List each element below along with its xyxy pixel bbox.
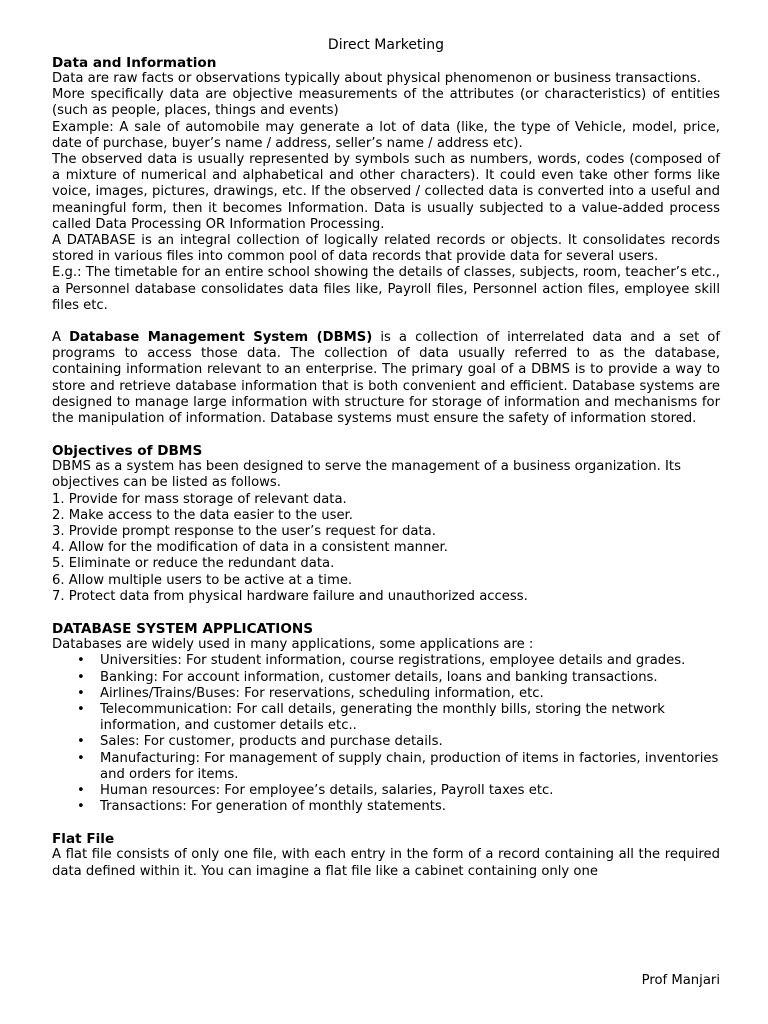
objectives-intro-line2: objectives can be listed as follows. [52,475,281,491]
paragraph-database-definition: A DATABASE is an integral collection of logically related records or objects. It consolidates records stored in various files into common pool of data records that provide data for several users. [52,233,720,265]
applications-list [52,653,720,815]
objective-item: 2. Make access to the data easier to the user. [52,507,353,523]
bullet-icon: • [77,782,85,798]
applications-intro: Databases are widely used in many applications, some applications are : [52,637,534,653]
heading-data-and-information: Data and Information [52,55,217,71]
bullet-icon: • [77,734,85,750]
paragraph-observed-data: The observed data is usually represented by symbols such as numbers, words, codes (composed of a mixture of numerical and alphabetical and other characters). It could even take other forms like voice, images, pictures, drawings, etc. If the observed / collected data is converted into a useful and meaningful form, then it becomes Information. Data is usually subjected to a value-added process called Data Processing OR Information Processing. [52,152,720,232]
application-text: Universities: For student information, course registrations, employee details and grades. [100,653,686,669]
application-text: Sales: For customer, products and purchase details. [100,734,443,750]
paragraph-data-definition: Data are raw facts or observations typically about physical phenomenon or business transactions. [52,71,701,86]
list-item [52,653,720,669]
spacer [52,314,720,330]
list-item [52,799,720,815]
application-text: Human resources: For employee’s details, salaries, Payroll taxes etc. [100,782,554,798]
spacer [52,815,720,831]
application-text: Manufacturing: For management of supply chain, production of items in factories, inventories and orders for items. [100,750,719,782]
bullet-icon: • [77,669,85,685]
objective-item: 7. Protect data from physical hardware failure and unauthorized access. [52,588,528,604]
application-text: Airlines/Trains/Buses: For reservations, scheduling information, etc. [100,685,544,701]
objective-item: 6. Allow multiple users to be active at a time. [52,572,353,588]
list-item [52,670,720,686]
paragraph-flat-file: A flat file consists of only one file, with each entry in the form of a record containing all the required data defined within it. You can imagine a flat file like a cabinet containing only one [52,847,720,879]
application-text: Transactions: For generation of monthly statements. [100,799,446,815]
dbms-text: is a collection of interrelated data and a set of programs to access those data. The collection of data usually referred to as the database, containing information relevant to an enterprise. The primary goal of a DBMS is to provide a way to store and retrieve database information that is both convenient and efficient. Database systems are designed to manage large information with structure for storage of information and mechanisms for the manipulation of information. Database systems must ensure the safety of information stored. [52,330,720,427]
heading-database-system-applications: DATABASE SYSTEM APPLICATIONS [52,621,314,638]
bullet-icon: • [77,799,85,815]
paragraph-database-example: E.g.: The timetable for an entire school showing the details of classes, subjects, room, teacher’s etc., a Personnel database consolidates data files like, Payroll files, Personnel action files, employee skill files etc. [52,265,720,313]
dbms-prefix: A [52,330,70,346]
paragraph-objective-measurements: More specifically data are objective measurements of the attributes (or characteristics) of entities (such as people, places, things and events) [52,87,720,119]
list-item [52,702,720,734]
bullet-icon: • [77,750,85,766]
heading-objectives-of-dbms: Objectives of DBMS [52,443,203,460]
paragraph-automobile-example: Example: A sale of automobile may generate a lot of data (like, the type of Vehicle, model, price, date of purchase, buyer’s name / address, seller’s name / address etc). [52,119,720,151]
heading-flat-file: Flat File [52,831,115,848]
objective-item: 3. Provide prompt response to the user’s request for data. [52,524,436,540]
spacer [52,427,720,443]
spacer [52,605,720,621]
document-title: Direct Marketing [327,37,445,53]
list-item [52,751,720,783]
list-item [52,686,720,702]
paragraph-dbms-definition [52,330,720,427]
objective-item: 4. Allow for the modification of data in a consistent manner. [52,540,448,556]
application-text: Telecommunication: For call details, generating the monthly bills, storing the network information, and customer details etc.. [100,701,665,734]
bullet-icon: • [77,685,85,701]
objective-item: 5. Eliminate or reduce the redundant data. [52,556,335,572]
list-item [52,783,720,799]
objective-item: 1. Provide for mass storage of relevant data. [52,491,347,507]
list-item [52,734,720,750]
objectives-intro-line1: DBMS as a system has been designed to serve the management of a business organization. Its [52,459,681,475]
bullet-icon: • [77,653,85,669]
document-body [52,36,720,880]
application-text: Banking: For account information, customer details, loans and banking transactions. [100,669,658,685]
bullet-icon: • [77,701,85,717]
dbms-term: Database Management System (DBMS) [69,330,373,346]
page-footer-author: Prof Manjari [641,973,720,988]
